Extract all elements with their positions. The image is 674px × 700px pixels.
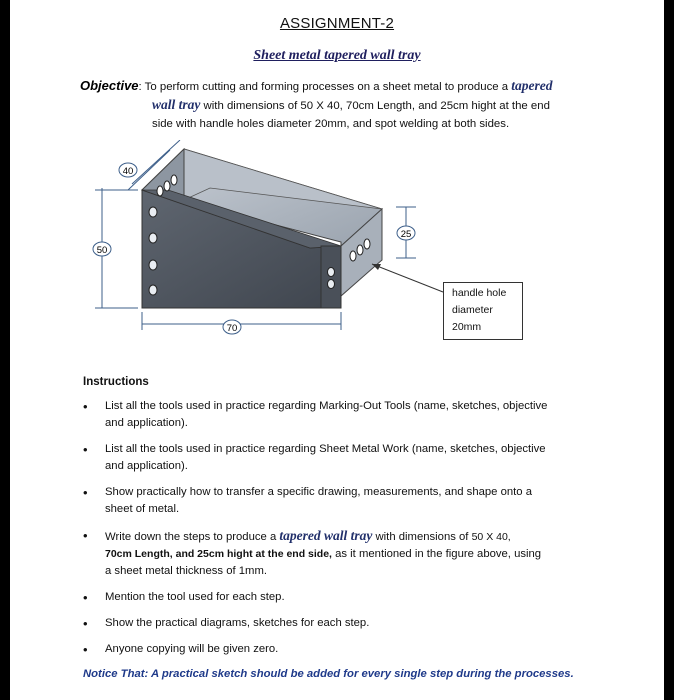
objective-text-a: To perform cutting and forming processes on a sheet metal to produce a bbox=[141, 81, 512, 93]
item-1-line-1: • List all the tools used in practice regarding Marking-Out Tools (name, sketches, objective bbox=[105, 400, 548, 412]
objective-label: Objective bbox=[80, 78, 139, 93]
item-4-line2-bold: 70cm Length, and 25cm hight at the end side, bbox=[105, 548, 332, 560]
instructions-title: Instructions bbox=[83, 376, 149, 388]
list-item bbox=[105, 589, 585, 606]
item-4-line-3: a sheet metal thickness of 1mm. bbox=[105, 565, 267, 577]
instructions-list bbox=[105, 398, 585, 658]
item-4-line2-rest: as it mentioned in the figure above, using bbox=[331, 548, 542, 560]
dim-50-text: 50 bbox=[96, 245, 108, 256]
item-1-line-2: and application). bbox=[105, 417, 188, 429]
item-4-pre: Write down the steps to produce a bbox=[105, 531, 280, 543]
dim-70-text: 70 bbox=[226, 323, 238, 334]
objective-line-2 bbox=[80, 96, 640, 115]
document-page bbox=[10, 0, 664, 700]
list-item bbox=[105, 441, 585, 475]
objective-text-c: side with handle holes diameter 20mm, and spot welding at both sides. bbox=[152, 118, 510, 130]
list-item bbox=[105, 527, 585, 580]
item-2-line-1: • List all the tools used in practice regarding Sheet Metal Work (name, sketches, objective bbox=[105, 443, 546, 455]
objective-bold-wall-tray: wall tray bbox=[152, 97, 201, 112]
item-3-line-1: • Show practically how to transfer a specific drawing, measurements, and shape onto a bbox=[105, 486, 532, 498]
list-item bbox=[105, 398, 585, 432]
list-item bbox=[105, 615, 585, 632]
notice-text: Notice That: A practical sketch should be added for every single step during the processes. bbox=[83, 668, 574, 680]
objective-colon: : bbox=[138, 81, 142, 93]
item-7-line-1: • Anyone copying will be given zero. bbox=[105, 643, 279, 655]
dim-40-text: 40 bbox=[122, 166, 134, 177]
callout-box bbox=[443, 282, 523, 340]
callout-line-2: diameter bbox=[452, 304, 493, 316]
item-3-line-2: sheet of metal. bbox=[105, 503, 180, 515]
callout-leader bbox=[372, 264, 443, 292]
page-title: ASSIGNMENT-2 bbox=[279, 15, 395, 32]
objective-bold-tapered: tapered bbox=[511, 78, 553, 93]
item-4-post: with dimensions of bbox=[372, 531, 472, 543]
objective-text-b: with dimensions of 50 X 40, 70cm Length, and 25cm hight at the end bbox=[200, 100, 550, 112]
item-4-post-small: 50 X 40, bbox=[471, 531, 511, 543]
item-2-line-2: and application). bbox=[105, 460, 188, 472]
dim-70-label bbox=[223, 320, 241, 334]
item-4-line-2 bbox=[105, 546, 585, 563]
dim-25-label bbox=[397, 226, 415, 240]
callout-line-1: handle hole bbox=[452, 287, 507, 299]
dim-25-text: 25 bbox=[400, 229, 412, 240]
dim-40-label bbox=[119, 163, 137, 177]
dim-50-label bbox=[93, 242, 111, 256]
tray-figure bbox=[10, 140, 664, 350]
item-4-line-1 bbox=[105, 527, 585, 546]
list-item bbox=[105, 484, 585, 518]
callout-line-3: 20mm bbox=[452, 321, 482, 333]
item-6-line-1: • Show the practical diagrams, sketches for each step. bbox=[105, 617, 370, 629]
item-4-bold: tapered wall tray bbox=[279, 528, 373, 543]
objective-paragraph bbox=[80, 77, 640, 133]
list-item bbox=[105, 641, 585, 658]
page-subtitle: Sheet metal tapered wall tray bbox=[253, 48, 421, 63]
item-5-line-1: • Mention the tool used for each step. bbox=[105, 591, 285, 603]
